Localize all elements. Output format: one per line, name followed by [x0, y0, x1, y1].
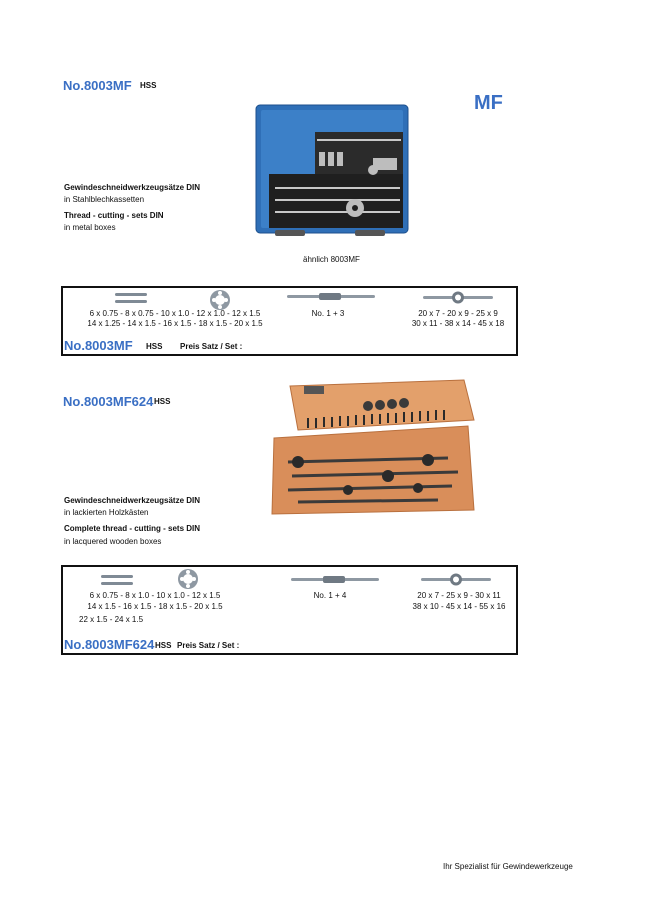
- tap-wrench-icon: [291, 575, 379, 585]
- holder-sizes-line1: 20 x 7 - 20 x 9 - 25 x 9: [418, 309, 498, 318]
- die-holder-icon: [423, 291, 493, 305]
- box-material: HSS: [155, 641, 172, 650]
- spec-box: [61, 565, 518, 655]
- material-label: HSS: [154, 397, 171, 406]
- holder-sizes-line2: 38 x 10 - 45 x 14 - 55 x 16: [412, 602, 506, 611]
- tap-icon: [99, 573, 135, 587]
- price-label: Preis Satz / Set :: [177, 641, 240, 650]
- description-en-sub: in metal boxes: [64, 223, 116, 232]
- spec-box: [61, 286, 518, 356]
- description-de-title: Gewindeschneidwerkzeugsätze DIN: [64, 183, 201, 192]
- die-icon: [209, 289, 231, 311]
- tap-wrench-icon: [287, 292, 375, 302]
- footer-tagline: Ihr Spezialist für Gewindewerkzeuge: [443, 862, 573, 871]
- product-number: No.8003MF: [63, 78, 132, 93]
- holder-sizes-line1: 20 x 7 - 25 x 9 - 30 x 11: [417, 591, 501, 600]
- box-product-number: No.8003MF624: [64, 637, 155, 652]
- description-de-title: Gewindeschneidwerkzeugsätze DIN: [64, 496, 201, 505]
- tap-sizes-line1: 6 x 0.75 - 8 x 1.0 - 10 x 1.0 - 12 x 1.5: [89, 591, 221, 600]
- tap-sizes-line2: 14 x 1.25 - 14 x 1.5 - 16 x 1.5 - 18 x 1.5 - 20 x 1.5: [87, 319, 263, 328]
- die-holder-icon: [421, 573, 491, 587]
- description-de-sub: in lackierten Holzkästen: [64, 508, 149, 517]
- tap-sizes-line2: 14 x 1.5 - 16 x 1.5 - 18 x 1.5 - 20 x 1.5: [87, 602, 223, 611]
- tap-sizes-line3: 22 x 1.5 - 24 x 1.5: [79, 615, 144, 624]
- image-caption: ähnlich 8003MF: [303, 255, 360, 264]
- tap-sizes-line1: 6 x 0.75 - 8 x 0.75 - 10 x 1.0 - 12 x 1.0 - 12 x 1.5: [89, 309, 261, 318]
- die-icon: [177, 568, 199, 590]
- tap-icon: [113, 291, 149, 305]
- product-number: No.8003MF624: [63, 394, 154, 409]
- price-label: Preis Satz / Set :: [180, 342, 243, 351]
- holder-sizes-line2: 30 x 11 - 38 x 14 - 45 x 18: [411, 319, 505, 328]
- material-label: HSS: [140, 81, 157, 90]
- wrench-sizes: No. 1 + 4: [313, 591, 347, 600]
- wooden-box-photo: [268, 378, 476, 516]
- box-material: HSS: [146, 342, 163, 351]
- wrench-sizes: No. 1 + 3: [311, 309, 345, 318]
- metal-box-photo: [255, 104, 409, 238]
- box-product-number: No.8003MF: [64, 338, 133, 353]
- description-de-sub: in Stahlblechkassetten: [64, 195, 145, 204]
- brand-tag: MF: [474, 92, 503, 114]
- description-en-title: Complete thread - cutting - sets DIN: [64, 524, 201, 533]
- description-en-title: Thread - cutting - sets DIN: [64, 211, 164, 220]
- description-en-sub: in lacquered wooden boxes: [64, 537, 162, 546]
